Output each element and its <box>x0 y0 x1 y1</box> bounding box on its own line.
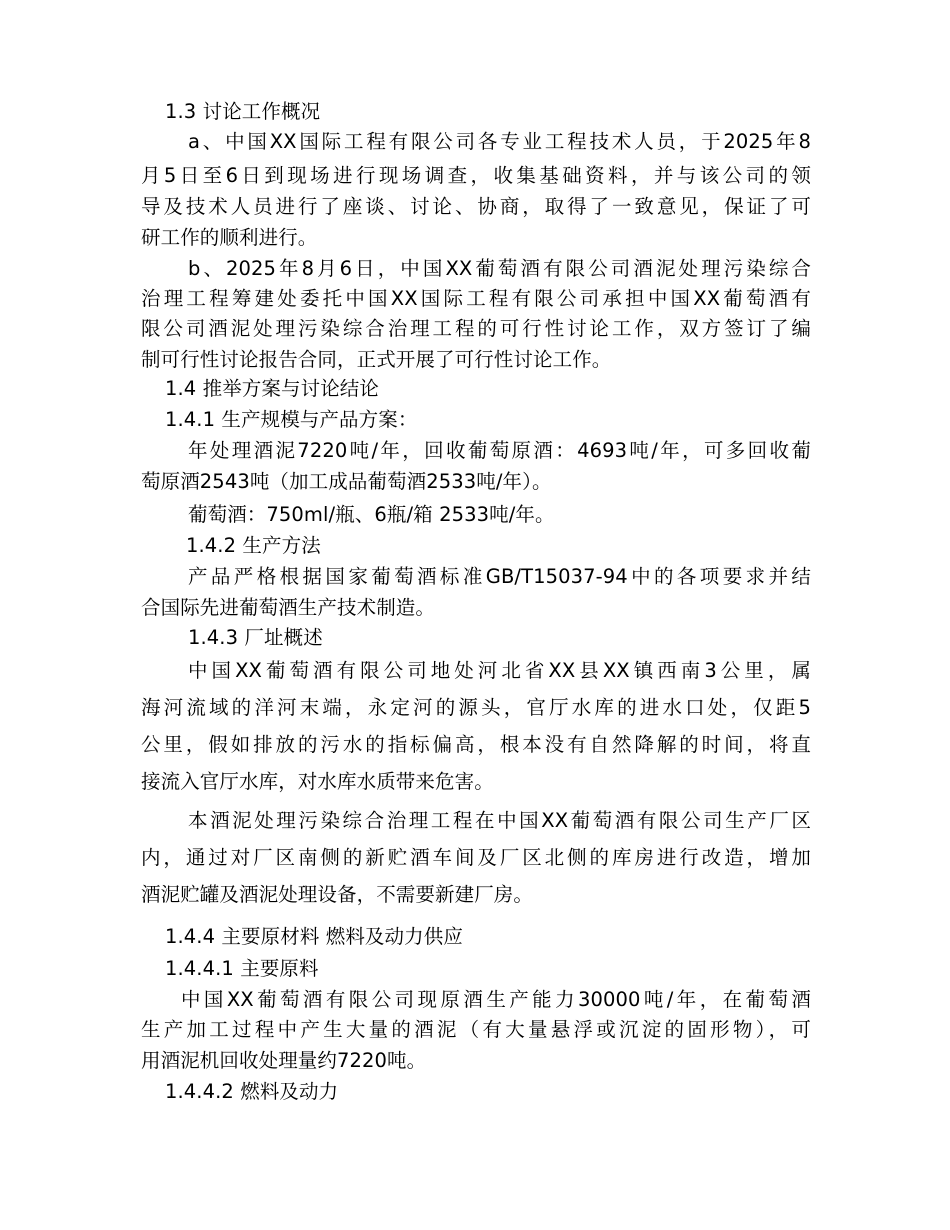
site-line-1: 中国XX葡萄酒有限公司地处河北省XX县XX镇西南3公里，属 <box>188 659 811 682</box>
scale-line-2: 萄原酒2543吨（加工成品葡萄酒2533吨/年）。 <box>141 470 552 493</box>
scale-line-1: 年处理酒泥7220吨/年，回收葡萄原酒：4693吨/年，可多回收葡 <box>188 439 811 462</box>
paragraph-b-line-4: 制可行性讨论报告合同，正式开展了可行性讨论工作。 <box>141 348 612 371</box>
site-line-3: 公里，假如排放的污水的指标偏高，根本没有自然降解的时间，将直 <box>141 733 811 756</box>
project-line-3: 酒泥贮罐及酒泥处理设备，不需要新建厂房。 <box>141 883 534 906</box>
section-heading-1-4: 1.4 推举方案与讨论结论 <box>165 377 380 400</box>
paragraph-a-line-1: a、中国XX国际工程有限公司各专业工程技术人员，于2025年8 <box>188 130 811 153</box>
section-heading-1-4-4: 1.4.4 主要原材料 燃料及动力供应 <box>165 925 463 948</box>
paragraph-a-line-4: 研工作的顺利进行。 <box>141 226 318 249</box>
section-heading-1-3: 1.3 讨论工作概况 <box>165 100 321 123</box>
paragraph-a-line-3: 导及技术人员进行了座谈、讨论、协商，取得了一致意见，保证了可 <box>141 195 811 218</box>
method-line-1: 产品严格根据国家葡萄酒标准GB/T15037-94中的各项要求并结 <box>188 565 811 588</box>
site-line-2: 海河流域的洋河末端，永定河的源头，官厅水库的进水口处，仅距5 <box>141 696 811 719</box>
method-line-2: 合国际先进葡萄酒生产技术制造。 <box>141 596 436 619</box>
materials-line-1: 中国XX葡萄酒有限公司现原酒生产能力30000吨/年，在葡萄酒 <box>181 988 811 1011</box>
materials-line-2: 生产加工过程中产生大量的酒泥（有大量悬浮或沉淀的固形物），可 <box>141 1018 811 1041</box>
materials-line-3: 用酒泥机回收处理量约7220吨。 <box>141 1049 427 1072</box>
paragraph-b-line-1: b、2025年8月6日，中国XX葡萄酒有限公司酒泥处理污染综合 <box>188 257 811 280</box>
section-heading-1-4-2: 1.4.2 生产方法 <box>186 534 321 557</box>
section-heading-1-4-3: 1.4.3 厂址概述 <box>188 626 323 649</box>
paragraph-b-line-2: 治理工程筹建处委托中国XX国际工程有限公司承担中国XX葡萄酒有 <box>141 287 811 310</box>
paragraph-b-line-3: 限公司酒泥处理污染综合治理工程的可行性讨论工作，双方签订了编 <box>141 317 811 340</box>
section-heading-1-4-4-1: 1.4.4.1 主要原料 <box>165 957 319 980</box>
paragraph-a-line-2: 月5日至6日到现场进行现场调查，收集基础资料，并与该公司的领 <box>141 164 811 187</box>
project-line-1: 本酒泥处理污染综合治理工程在中国XX葡萄酒有限公司生产厂区 <box>188 809 811 832</box>
section-heading-1-4-1: 1.4.1 生产规模与产品方案： <box>165 408 418 431</box>
project-line-2: 内，通过对厂区南侧的新贮酒车间及厂区北侧的库房进行改造，增加 <box>141 846 811 869</box>
wine-spec-line: 葡萄酒：750ml/瓶、6瓶/箱 2533吨/年。 <box>188 503 555 526</box>
site-line-4: 接流入官厅水库，对水库水质带来危害。 <box>141 770 494 793</box>
section-heading-1-4-4-2: 1.4.4.2 燃料及动力 <box>165 1080 339 1103</box>
